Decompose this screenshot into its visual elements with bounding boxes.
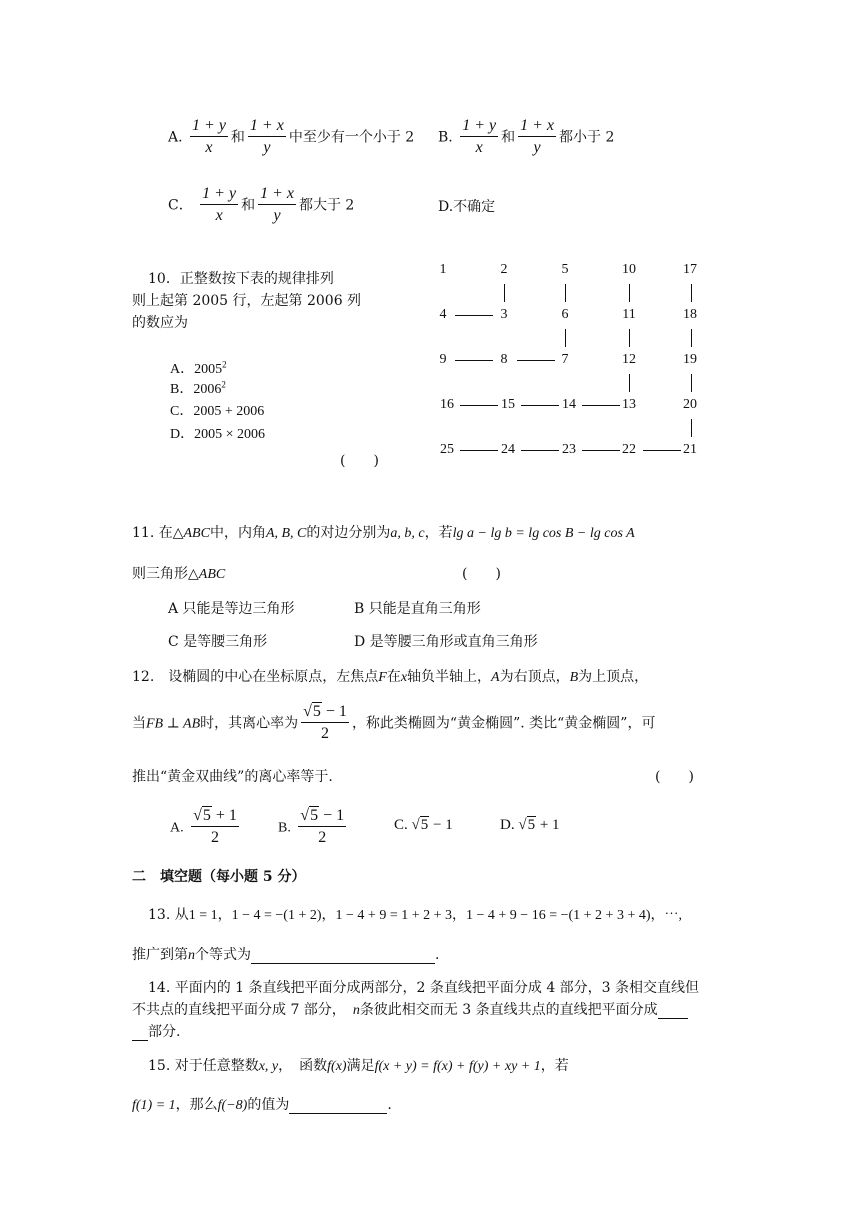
grid-cell: 5 <box>561 262 569 277</box>
grid-connector <box>565 284 566 302</box>
grid-cell: 9 <box>439 352 447 367</box>
grid-cell: 25 <box>440 442 454 457</box>
q12-option-c: C. √5 − 1 <box>394 817 453 833</box>
grid-connector <box>521 450 559 451</box>
q14-stem-line2: 不共点的直线把平面分成 7 部分， n条彼此相交而无 3 条直线共点的直线把平面分成 <box>132 999 688 1019</box>
fraction: $\frac{√5 + 1}{2}$ <box>193 807 237 846</box>
q15-stem-line1: 15. 对于任意整数x, y， 函数f(x)满足f(x + y) = f(x) + f(y) + xy + 1，若 <box>148 1058 569 1074</box>
grid-cell: 8 <box>500 352 508 367</box>
grid-connector <box>565 329 566 347</box>
q12-stem-line2: 当FB ⊥ AB时，其离心率为 $\frac{√5 - 1}{2}$ ，称此类椭圆为“黄金椭圆”. 类比“黄金椭圆”，可 <box>132 702 655 745</box>
grid-cell: 2 <box>500 262 508 277</box>
grid-cell: 17 <box>683 262 697 277</box>
grid-connector <box>691 374 692 392</box>
grid-cell: 11 <box>622 307 636 322</box>
grid-connector <box>521 405 559 406</box>
q14-stem-line3: 部分. <box>132 1021 180 1041</box>
grid-cell: 14 <box>562 397 576 412</box>
q12-option-d: D. √5 + 1 <box>500 817 560 833</box>
fraction: $\frac{1 + x}{y}$ <box>249 117 284 156</box>
grid-cell: 24 <box>501 442 515 457</box>
fraction: $\frac{1 + y}{x}$ <box>462 117 497 156</box>
answer-blank[interactable] <box>289 1097 387 1114</box>
grid-connector <box>691 329 692 347</box>
answer-blank[interactable] <box>658 1002 688 1019</box>
q10-option-d: D．2005 × 2006 <box>170 427 266 442</box>
q11-option-a: A 只能是等边三角形 <box>168 601 295 617</box>
fraction: $\frac{1 + x}{y}$ <box>260 185 294 224</box>
grid-cell: 13 <box>622 397 636 412</box>
q14-stem-line1: 14. 平面内的 1 条直线把平面分成两部分，2 条直线把平面分成 4 部分，3 条相交直线但 <box>148 980 700 996</box>
grid-cell: 4 <box>439 307 447 322</box>
q10-stem-line1: 10．正整数按下表的规律排列 <box>148 271 334 287</box>
grid-cell: 15 <box>501 397 515 412</box>
q11-answer-paren: ( ) <box>462 566 501 582</box>
q12-answer-paren: ( ) <box>655 769 694 785</box>
grid-connector <box>582 405 620 406</box>
grid-connector <box>643 450 681 451</box>
grid-cell: 3 <box>500 307 508 322</box>
section-title: 二 填空题（每小题 5 分） <box>132 869 306 885</box>
fraction: $\frac{1 + y}{x}$ <box>192 117 226 156</box>
grid-cell: 16 <box>440 397 454 412</box>
fraction: $\frac{√5 - 1}{2}$ <box>300 807 345 846</box>
q11-stem-line2: 则三角形△ABC <box>132 566 226 582</box>
grid-connector <box>582 450 620 451</box>
q10-option-c: C．2005 + 2006 <box>170 404 265 419</box>
grid-cell: 10 <box>622 262 636 277</box>
fraction: $\frac{1 + x}{y}$ <box>520 117 555 156</box>
q11-option-d: D 是等腰三角形或直角三角形 <box>354 634 538 650</box>
q12-stem-line3: 推出“黄金双曲线”的离心率等于. <box>132 769 333 785</box>
grid-connector <box>460 450 498 451</box>
q9-option-d: D.不确定 <box>438 199 496 215</box>
grid-connector <box>504 284 505 302</box>
grid-cell: 23 <box>562 442 576 457</box>
q10-answer-paren: ( ) <box>340 453 379 469</box>
q12-stem-line1: 12. 设椭圆的中心在坐标原点，左焦点F在x轴负半轴上，A为右顶点，B为上顶点， <box>132 669 649 685</box>
q10-stem-line3: 的数应为 <box>132 315 188 331</box>
grid-connector <box>517 360 555 361</box>
fraction: $\frac{1 + y}{x}$ <box>202 185 237 224</box>
q11-option-b: B 只能是直角三角形 <box>354 601 481 617</box>
q11-stem: 11. 在△ABC中，内角A, B, C的对边分别为a, b, c，若lg a − lg b = lg cos B − lg cos A <box>132 525 635 541</box>
q9-option-c: C． $\frac{1 + y}{x}$ 和 $\frac{1 + x}{y}$ 都大于 2 <box>168 184 354 227</box>
answer-blank-continued[interactable] <box>132 1024 148 1041</box>
grid-connector <box>629 374 630 392</box>
grid-cell: 6 <box>561 307 569 322</box>
grid-cell: 12 <box>622 352 636 367</box>
grid-connector <box>691 284 692 302</box>
grid-connector <box>629 284 630 302</box>
grid-cell: 22 <box>622 442 636 457</box>
grid-connector <box>455 315 493 316</box>
q13-stem-line2: 推广到第n个等式为 . <box>132 947 440 963</box>
grid-connector <box>455 360 493 361</box>
grid-cell: 18 <box>683 307 697 322</box>
q11-option-c: C 是等腰三角形 <box>168 634 268 650</box>
q10-stem-line2: 则上起第 2005 行，左起第 2006 列 <box>132 293 362 309</box>
q12-option-b: B. $\frac{√5 - 1}{2}$ <box>278 806 349 849</box>
grid-cell: 7 <box>561 352 569 367</box>
grid-cell: 1 <box>439 262 447 277</box>
q10-option-a: A．2005$^2$ <box>170 359 227 377</box>
grid-cell: 21 <box>683 442 697 457</box>
q12-option-a: A. $\frac{√5 + 1}{2}$ <box>170 806 242 849</box>
answer-blank[interactable] <box>251 947 435 964</box>
grid-cell: 19 <box>683 352 697 367</box>
q9-option-b: B. $\frac{1 + y}{x}$ 和 $\frac{1 + x}{y}$ 都小于 2 <box>438 116 614 159</box>
q10-option-b: B．2006$^2$ <box>170 379 226 397</box>
q9-option-a: A. $\frac{1 + y}{x}$ 和 $\frac{1 + x}{y}$ 中至少有一个小于 2 <box>168 116 414 159</box>
fraction: $\frac{√5 - 1}{2}$ <box>303 703 347 742</box>
q15-stem-line2: f(1) = 1，那么f(−8)的值为 . <box>132 1097 392 1113</box>
grid-connector <box>691 419 692 437</box>
grid-connector <box>629 329 630 347</box>
q13-stem-line1: 13. 从1 = 1，1 − 4 = −(1 + 2)，1 − 4 + 9 = 1 + 2 + 3，1 − 4 + 9 − 16 = −(1 + 2 + 3 + 4)，⋯, <box>148 907 683 923</box>
grid-connector <box>460 405 498 406</box>
grid-cell: 20 <box>683 397 697 412</box>
